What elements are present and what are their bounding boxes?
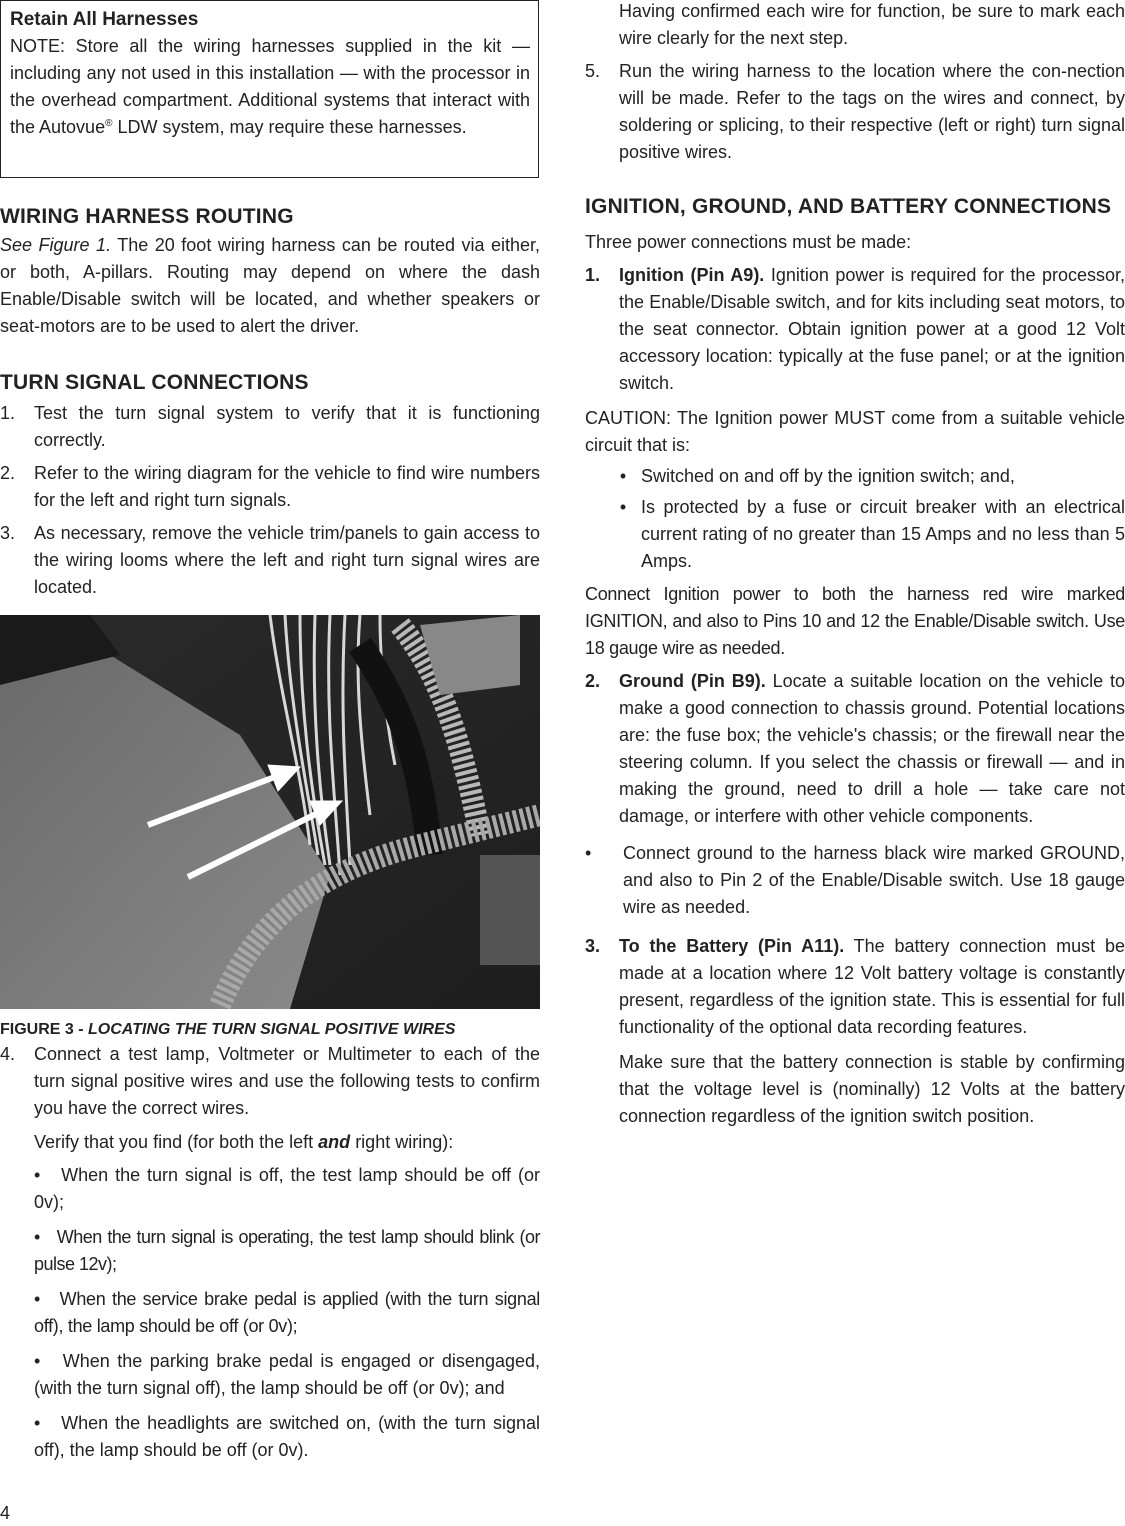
- item-text: Test the turn signal system to verify that it is functioning correctly.: [34, 403, 540, 450]
- bullet-item: [585, 840, 1125, 921]
- note-box: [0, 0, 539, 178]
- verify-b: right wiring):: [350, 1132, 454, 1152]
- bullet-text: Connect ground to the harness black wire marked GROUND, and also to Pin 2 of the Enable/Disable switch. Use 18 gauge wire as needed.: [623, 843, 1125, 917]
- power-intro: Three power connections must be made:: [585, 232, 912, 252]
- list-item: [585, 58, 1125, 166]
- bullet-text: Switched on and off by the ignition switch; and,: [641, 466, 1015, 486]
- note-text-a: NOTE: Store all the wiring harnesses supplied in the kit — including any not used in this installation — with the processor in the overhead compartment. Additional systems that interact with the Autovue: [10, 36, 530, 137]
- item-text: Refer to the wiring diagram for the vehicle to find wire numbers for the left and right turn signals.: [34, 463, 540, 510]
- bullet-text: When the headlights are switched on, (with the turn signal off), the lamp should be off (or 0v).: [34, 1413, 540, 1460]
- test-bullets: [0, 1162, 540, 1464]
- ground-item: [585, 668, 1125, 830]
- item-number: 3.: [585, 936, 601, 956]
- item-text: [619, 668, 1125, 830]
- item-text: Connect a test lamp, Voltmeter or Multimeter to each of the turn signal positive wires and use the following tests to confirm you have the correct wires.: [34, 1044, 540, 1118]
- registered-mark: ®: [105, 118, 113, 129]
- bullet-item: [585, 494, 1125, 575]
- item-label: Ground (Pin B9).: [619, 671, 766, 691]
- caution-text: CAUTION: The Ignition power MUST come from a suitable vehicle circuit that is:: [585, 408, 1125, 455]
- bullet-text: When the parking brake pedal is engaged or disengaged, (with the turn signal off), the lamp should be off (or 0v); and: [34, 1351, 541, 1398]
- item-number: 1.: [0, 403, 16, 423]
- figure-title: LOCATING THE TURN SIGNAL POSITIVE WIRES: [88, 1021, 456, 1038]
- item-label: Ignition (Pin A9).: [619, 265, 765, 285]
- verify-a: Verify that you find (for both the left: [34, 1132, 319, 1152]
- list-item: [0, 520, 540, 601]
- ignition-item: [585, 262, 1125, 397]
- figure-caption: [0, 1019, 540, 1041]
- list-item: [0, 400, 540, 454]
- power-heading: IGNITION, GROUND, AND BATTERY CONNECTIONS: [585, 195, 1112, 218]
- routing-heading: WIRING HARNESS ROUTING: [0, 205, 294, 228]
- list-item: [0, 460, 540, 514]
- connect-ignition-text: Connect Ignition power to both the harness red wire marked IGNITION, and also to Pins 10 and 12 the Enable/Disable switch. Use 18 gauge wire as needed.: [585, 584, 1125, 658]
- bullet-item: • When the turn signal is operating, the test lamp should blink (or pulse 12v);: [34, 1227, 540, 1274]
- item-number: 2.: [585, 671, 601, 691]
- verify-text: [0, 1129, 540, 1156]
- bullet-item: • When the service brake pedal is applied (with the turn signal off), the lamp should be off (or 0v);: [34, 1289, 541, 1336]
- bullet-dot: •: [619, 497, 627, 517]
- list-item: [0, 1041, 540, 1122]
- item-number: 2.: [0, 463, 16, 483]
- continued-text: Having confirmed each wire for function, be sure to mark each wire clearly for the next step.: [619, 1, 1125, 48]
- battery-note: Make sure that the battery connection is stable by confirming that the voltage level is (nominally) 12 Volts at the battery connection regardless of the ignition switch position.: [619, 1052, 1125, 1126]
- figure-label: FIGURE 3 -: [0, 1021, 89, 1038]
- bullet-text: When the turn signal is off, the test lamp should be off (or 0v);: [34, 1165, 540, 1212]
- right-column: [585, 0, 1125, 1130]
- verify-em: and: [318, 1132, 351, 1152]
- item-text: Run the wiring harness to the location where the con-nection will be made. Refer to the tags on the wires and connect, by soldering or splicing, to their respective (left or right) turn signal positive wires.: [619, 61, 1125, 162]
- figure-ref: See Figure 1.: [0, 235, 112, 255]
- item-number: 4.: [0, 1044, 16, 1064]
- bullet-text: When the service brake pedal is applied (with the turn signal off), the lamp should be off (or 0v);: [34, 1289, 541, 1336]
- bullet-item: • When the parking brake pedal is engaged or disengaged, (with the turn signal off), the lamp should be off (or 0v); and: [34, 1351, 541, 1398]
- turn-heading: TURN SIGNAL CONNECTIONS: [0, 371, 309, 394]
- item-number: 1.: [585, 265, 601, 285]
- note-text-b: LDW system, may require these harnesses.: [112, 117, 467, 137]
- note-title: Retain All Harnesses: [10, 9, 199, 30]
- item-text: [619, 262, 1125, 397]
- item-text: As necessary, remove the vehicle trim/panels to gain access to the wiring looms where the left and right turn signal wires are located.: [34, 523, 540, 597]
- bullet-item: • When the turn signal is off, the test lamp should be off (or 0v);: [34, 1165, 540, 1212]
- item-number: 3.: [0, 523, 16, 543]
- bullet-text: When the turn signal is operating, the test lamp should blink (or pulse 12v);: [34, 1227, 540, 1274]
- item-text: [619, 933, 1125, 1041]
- item-number: 5.: [585, 61, 601, 81]
- routing-text: [0, 232, 540, 340]
- bullet-item: [585, 463, 1125, 490]
- item-body: Ignition power is required for the processor, the Enable/Disable switch, and for kits including seat motors, to the seat connector. Obtain ignition power at a good 12 Volt accessory location: typically at the fuse panel; or at the ignition switch.: [619, 265, 1125, 393]
- bullet-dot: •: [619, 466, 627, 486]
- battery-item: [585, 933, 1125, 1041]
- wiring-photo: [0, 615, 540, 1009]
- bullet-text: Is protected by a fuse or circuit breaker with an electrical current rating of no greater than 15 Amps and no less than 5 Amps.: [641, 497, 1125, 571]
- page-number: 4: [0, 1503, 11, 1523]
- bullet-dot: •: [585, 843, 592, 863]
- left-column: [0, 0, 540, 1464]
- routing-body: The 20 foot wiring harness can be routed via either, or both, A-pillars. Routing may depend on where the dash Enable/Disable switch will be located, and whether speakers or seat-motors are to be used to alert the driver.: [0, 235, 541, 336]
- item-body: Locate a suitable location on the vehicle to make a good connection to chassis ground. Potential locations are: the fuse box; the vehicle's chassis; or the firewall near the steering column. If you select the chassis or firewall — and in making the ground, need to drill a hole — take care not damage, or interfere with other vehicle components.: [619, 671, 1125, 826]
- item-body: The battery connection must be made at a location where 12 Volt battery voltage is constantly present, regardless of the ignition state. This is essential for full functionality of the optional data recording features.: [619, 936, 1125, 1037]
- item-label: To the Battery (Pin A11).: [619, 936, 845, 956]
- figure-3-photo: [0, 615, 540, 1009]
- bullet-item: • When the headlights are switched on, (with the turn signal off), the lamp should be off (or 0v).: [34, 1413, 540, 1460]
- note-text: [10, 33, 530, 141]
